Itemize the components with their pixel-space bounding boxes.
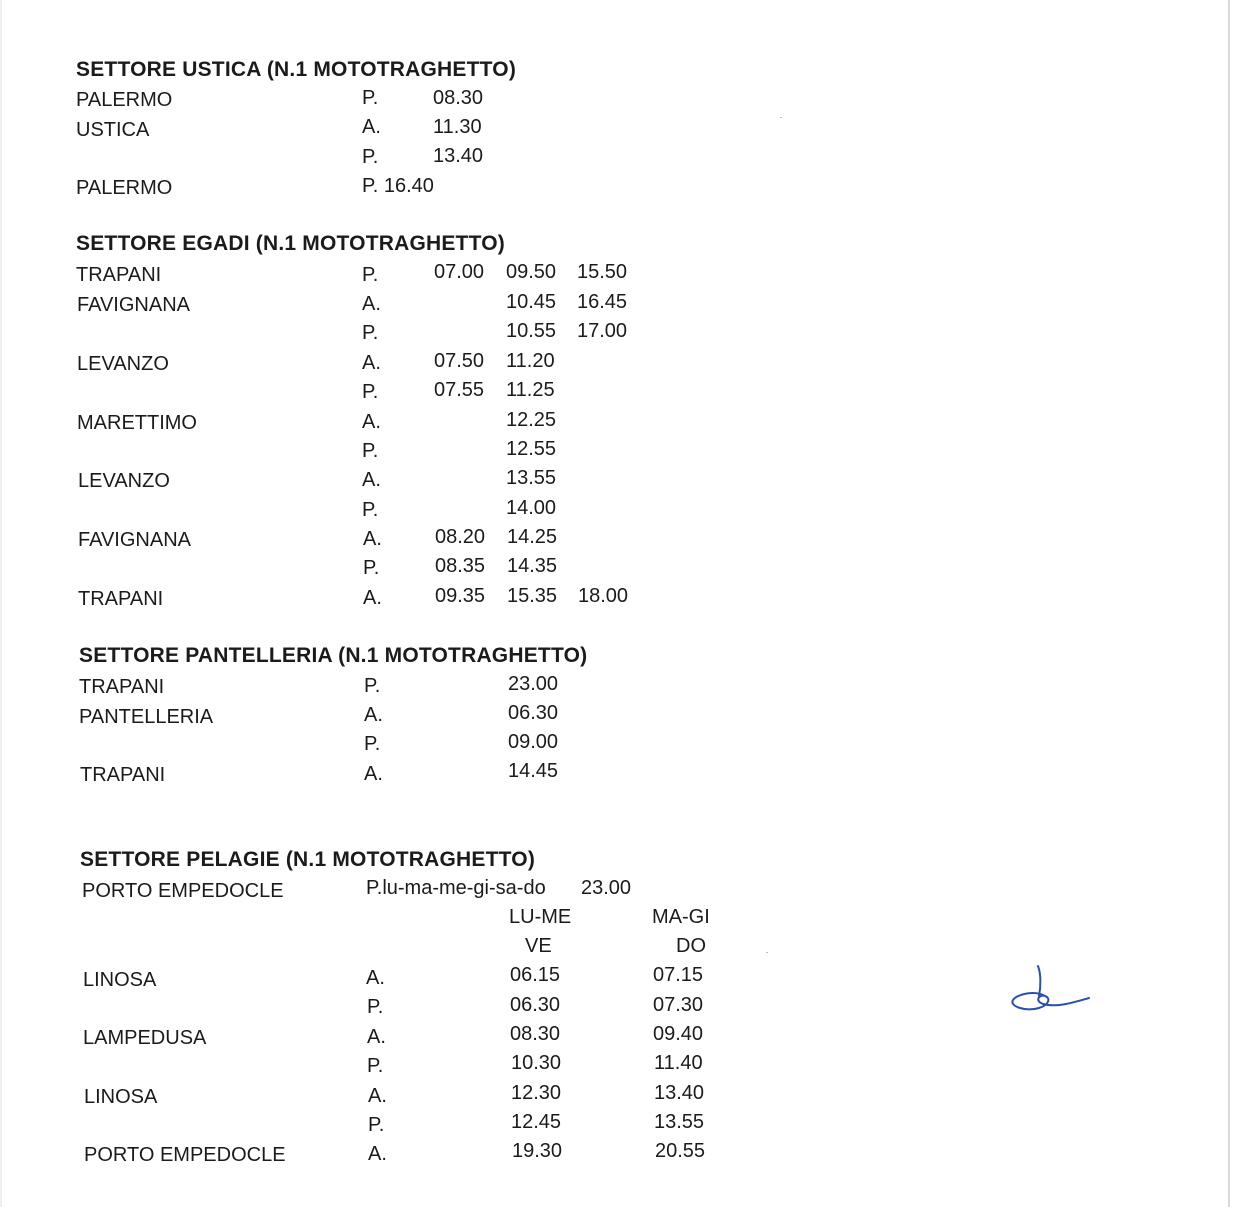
- place-label: TRAPANI: [79, 676, 165, 698]
- place-label: TRAPANI: [76, 264, 162, 286]
- arr-dep-marker: A.: [362, 469, 381, 491]
- time-value: 07.15: [653, 964, 704, 986]
- time-value: 07.50: [434, 350, 485, 372]
- arr-dep-marker: A.: [362, 411, 381, 433]
- place-label: LINOSA: [84, 1086, 158, 1108]
- place-label: PANTELLERIA: [79, 706, 214, 728]
- place-label: TRAPANI: [80, 764, 166, 786]
- time-value: 06.30: [508, 702, 559, 724]
- section-title-egadi: SETTORE EGADI (N.1 MOTOTRAGHETTO): [76, 232, 505, 255]
- scan-speck: [766, 952, 768, 953]
- arr-dep-marker: A.: [367, 1026, 386, 1048]
- time-value: 14.00: [506, 497, 557, 519]
- place-label: FAVIGNANA: [77, 294, 190, 316]
- place-label: TRAPANI: [78, 588, 164, 610]
- time-value: 11.30: [433, 116, 482, 138]
- place-label: LAMPEDUSA: [83, 1027, 207, 1049]
- arr-dep-marker: A.: [368, 1143, 387, 1165]
- time-value: 08.35: [435, 555, 486, 577]
- time-value: 13.40: [433, 145, 484, 167]
- time-value: 15.35: [507, 585, 558, 607]
- arr-dep-marker: P.: [362, 440, 379, 462]
- time-value: 08.20: [435, 526, 486, 548]
- time-value: 23.00: [581, 877, 632, 899]
- time-value: 07.55: [434, 379, 485, 401]
- scan-right-edge: [1228, 0, 1230, 1207]
- time-value: 18.00: [578, 585, 629, 607]
- arr-dep-marker: P.: [362, 264, 379, 286]
- arr-dep-marker: P.: [368, 1114, 385, 1136]
- arr-dep-marker: P.: [362, 322, 379, 344]
- time-value: 09.40: [653, 1023, 704, 1045]
- time-value: 07.30: [653, 994, 704, 1016]
- arr-dep-marker: P.: [362, 146, 379, 168]
- column-header-lu-me: LU-ME: [509, 906, 572, 928]
- arr-dep-marker: P.: [367, 1055, 384, 1077]
- time-value: 20.55: [655, 1140, 706, 1162]
- time-value: 14.45: [508, 760, 559, 782]
- section-title-pantelleria: SETTORE PANTELLERIA (N.1 MOTOTRAGHETTO): [79, 644, 588, 667]
- time-value: 14.25: [507, 526, 558, 548]
- section-title-pelagie: SETTORE PELAGIE (N.1 MOTOTRAGHETTO): [80, 848, 536, 871]
- signature-stroke: [1038, 966, 1040, 996]
- time-value: 19.30: [512, 1140, 563, 1162]
- time-value: 23.00: [508, 673, 559, 695]
- time-value: 14.35: [507, 555, 558, 577]
- scan-left-edge: [0, 0, 2, 1207]
- column-header-ma-gi: MA-GI: [652, 906, 710, 928]
- place-label: LINOSA: [83, 969, 157, 991]
- arr-dep-marker: P.: [367, 996, 384, 1018]
- place-label: PALERMO: [76, 177, 173, 199]
- time-value: 08.30: [433, 87, 484, 109]
- arr-dep-marker: A.: [363, 587, 382, 609]
- arr-dep-marker: P.: [364, 733, 381, 755]
- arr-dep-marker: P.: [364, 675, 381, 697]
- time-value: 08.30: [510, 1023, 561, 1045]
- time-value: 13.55: [654, 1111, 705, 1133]
- time-value: 07.00: [434, 261, 485, 283]
- time-value: 13.40: [654, 1082, 705, 1104]
- arr-dep-marker: P.: [362, 87, 379, 109]
- arr-dep-marker: A.: [364, 704, 383, 726]
- arr-dep-marker: A.: [362, 293, 381, 315]
- place-label: FAVIGNANA: [78, 529, 191, 551]
- time-value: 09.00: [508, 731, 559, 753]
- time-value: 11.25: [506, 379, 555, 401]
- time-value: 06.15: [510, 964, 561, 986]
- time-value: 12.25: [506, 409, 557, 431]
- time-value: 13.55: [506, 467, 557, 489]
- section-title-ustica: SETTORE USTICA (N.1 MOTOTRAGHETTO): [76, 58, 517, 81]
- column-header-ve: VE: [525, 935, 552, 957]
- arr-dep-marker: A.: [363, 528, 382, 550]
- place-label: LEVANZO: [78, 470, 170, 492]
- time-value: 16.45: [577, 291, 628, 313]
- time-value: 11.20: [506, 350, 555, 372]
- arr-dep-marker: P.: [362, 499, 379, 521]
- arr-dep-marker: A.: [362, 116, 381, 138]
- column-header-do: DO: [676, 935, 706, 957]
- time-value: 17.00: [577, 320, 628, 342]
- arr-dep-marker: A.: [368, 1085, 387, 1107]
- time-value: 11.40: [654, 1052, 703, 1074]
- arr-dep-marker: A.: [364, 763, 383, 785]
- place-label: PORTO EMPEDOCLE: [82, 880, 284, 902]
- arr-dep-marker: A.: [362, 352, 381, 374]
- time-value: 09.35: [435, 585, 486, 607]
- scan-speck: [780, 117, 782, 118]
- time-value: 15.50: [577, 261, 628, 283]
- time-value: 12.55: [506, 438, 557, 460]
- signature-stroke: [1012, 993, 1089, 1009]
- time-value: 10.55: [506, 320, 557, 342]
- arr-dep-marker: A.: [366, 967, 385, 989]
- signature-mark: [1005, 960, 1095, 1020]
- arr-dep-marker: P.: [363, 557, 380, 579]
- place-label: PALERMO: [76, 89, 173, 111]
- place-label: MARETTIMO: [77, 412, 197, 434]
- time-value: 10.30: [511, 1052, 562, 1074]
- time-value: 12.30: [511, 1082, 562, 1104]
- time-value: 10.45: [506, 291, 557, 313]
- time-value: 12.45: [511, 1111, 562, 1133]
- place-label: PORTO EMPEDOCLE: [84, 1144, 286, 1166]
- place-label: LEVANZO: [77, 353, 169, 375]
- arr-dep-marker: P. 16.40: [362, 175, 434, 197]
- time-value: 09.50: [506, 261, 557, 283]
- time-value: 06.30: [510, 994, 561, 1016]
- arr-dep-marker: P.: [362, 381, 379, 403]
- place-label: USTICA: [76, 119, 150, 141]
- days-label: P.lu-ma-me-gi-sa-do: [366, 877, 546, 899]
